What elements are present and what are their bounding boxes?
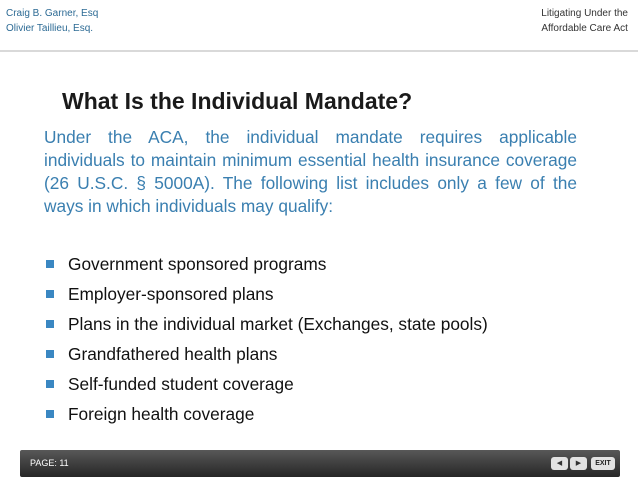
square-bullet-icon	[46, 260, 54, 268]
exit-button[interactable]: EXIT	[591, 457, 615, 470]
list-item	[46, 249, 488, 279]
list-item	[46, 279, 488, 309]
triangle-left-icon: ◀	[556, 460, 563, 467]
square-bullet-icon	[46, 350, 54, 358]
list-item-text: Employer-sponsored plans	[68, 283, 274, 304]
presenter-names	[6, 6, 98, 36]
page-number: PAGE: 11	[30, 458, 69, 468]
slide-title: What Is the Individual Mandate?	[62, 88, 413, 114]
presentation-topic	[541, 6, 628, 36]
list-item-text: Grandfathered health plans	[68, 343, 278, 364]
footer-bar	[20, 450, 620, 477]
author-2: Olivier Taillieu, Esq.	[6, 23, 94, 34]
list-item	[46, 309, 488, 339]
author-1: Craig B. Garner, Esq	[6, 8, 99, 19]
next-button[interactable]	[570, 457, 587, 470]
list-item	[46, 399, 488, 429]
list-item-text: Government sponsored programs	[68, 253, 327, 274]
topic-line-1: Litigating Under the	[541, 8, 628, 19]
list-item-text: Self-funded student coverage	[68, 373, 294, 394]
square-bullet-icon	[46, 410, 54, 418]
intro-paragraph: Under the ACA, the individual mandate requires applicable individuals to maintain minimum essential health insurance coverage (26 U.S.C. § 5000A). The following list includes only a few of the ways in which individuals may qualify:	[44, 127, 577, 216]
square-bullet-icon	[46, 380, 54, 388]
list-item-text: Foreign health coverage	[68, 403, 255, 424]
previous-button[interactable]	[551, 457, 568, 470]
list-item-text: Plans in the individual market (Exchanges, state pools)	[68, 313, 488, 334]
list-item	[46, 369, 488, 399]
list-item	[46, 339, 488, 369]
qualification-list	[46, 249, 488, 429]
header-divider	[0, 50, 638, 52]
square-bullet-icon	[46, 320, 54, 328]
triangle-right-icon: ▶	[575, 460, 582, 467]
topic-line-2: Affordable Care Act	[541, 23, 628, 34]
square-bullet-icon	[46, 290, 54, 298]
